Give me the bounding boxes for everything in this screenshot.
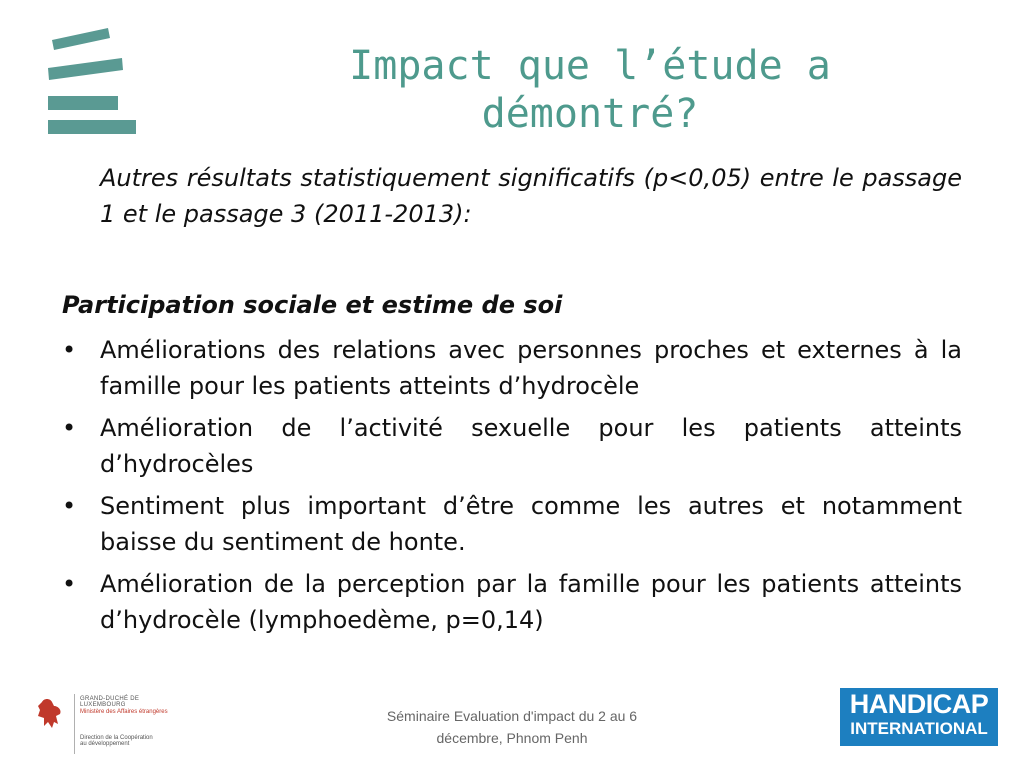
list-item — [62, 488, 962, 560]
footer-text: Séminaire Evaluation d'impact du 2 au 6 décembre, Phnom Penh — [386, 708, 638, 746]
list-item — [62, 566, 962, 638]
luxembourg-logo — [34, 694, 184, 756]
red-lion-icon — [34, 696, 66, 732]
lux-line-3: Direction de la Coopération — [80, 735, 153, 741]
bullet-text: Amélioration de la perception par la famille pour les patients atteints d’hydrocèle (lymphoedème, p=0,14) — [100, 570, 962, 634]
divider — [74, 694, 75, 754]
section-heading: Participation sociale et estime de soi — [62, 291, 563, 319]
slide-title: Impact que l’étude a démontré? — [349, 43, 831, 137]
teal-bars-logo — [44, 26, 140, 138]
lux-line-1: GRAND-DUCHÉ DE LUXEMBOURG — [80, 696, 140, 708]
lux-line-4: au développement — [80, 741, 130, 747]
handicap-international-logo — [840, 688, 998, 746]
bullet-icon: • — [62, 570, 77, 598]
bullet-icon: • — [62, 414, 77, 442]
lux-line-2: Ministère des Affaires étrangères — [80, 709, 168, 715]
intro-text: Autres résultats statistiquement significatifs (p<0,05) entre le passage 1 et le passage 3 (2011-2013): — [100, 164, 962, 228]
handicap-logo-line-2: INTERNATIONAL — [850, 719, 988, 738]
bullet-text: Amélioration de l’activité sexuelle pour les patients atteints d’hydrocèles — [100, 414, 962, 478]
list-item — [62, 410, 962, 482]
bullet-icon: • — [62, 336, 77, 364]
bullet-text: Sentiment plus important d’être comme les autres et notamment baisse du sentiment de honte. — [100, 492, 962, 556]
bullet-list — [62, 332, 962, 644]
handicap-logo-line-1: HANDICAP — [849, 689, 989, 719]
bullet-icon: • — [62, 492, 77, 520]
bullet-text: Améliorations des relations avec personnes proches et externes à la famille pour les patients atteints d’hydrocèle — [100, 336, 962, 400]
luxembourg-text — [80, 696, 184, 747]
list-item — [62, 332, 962, 404]
